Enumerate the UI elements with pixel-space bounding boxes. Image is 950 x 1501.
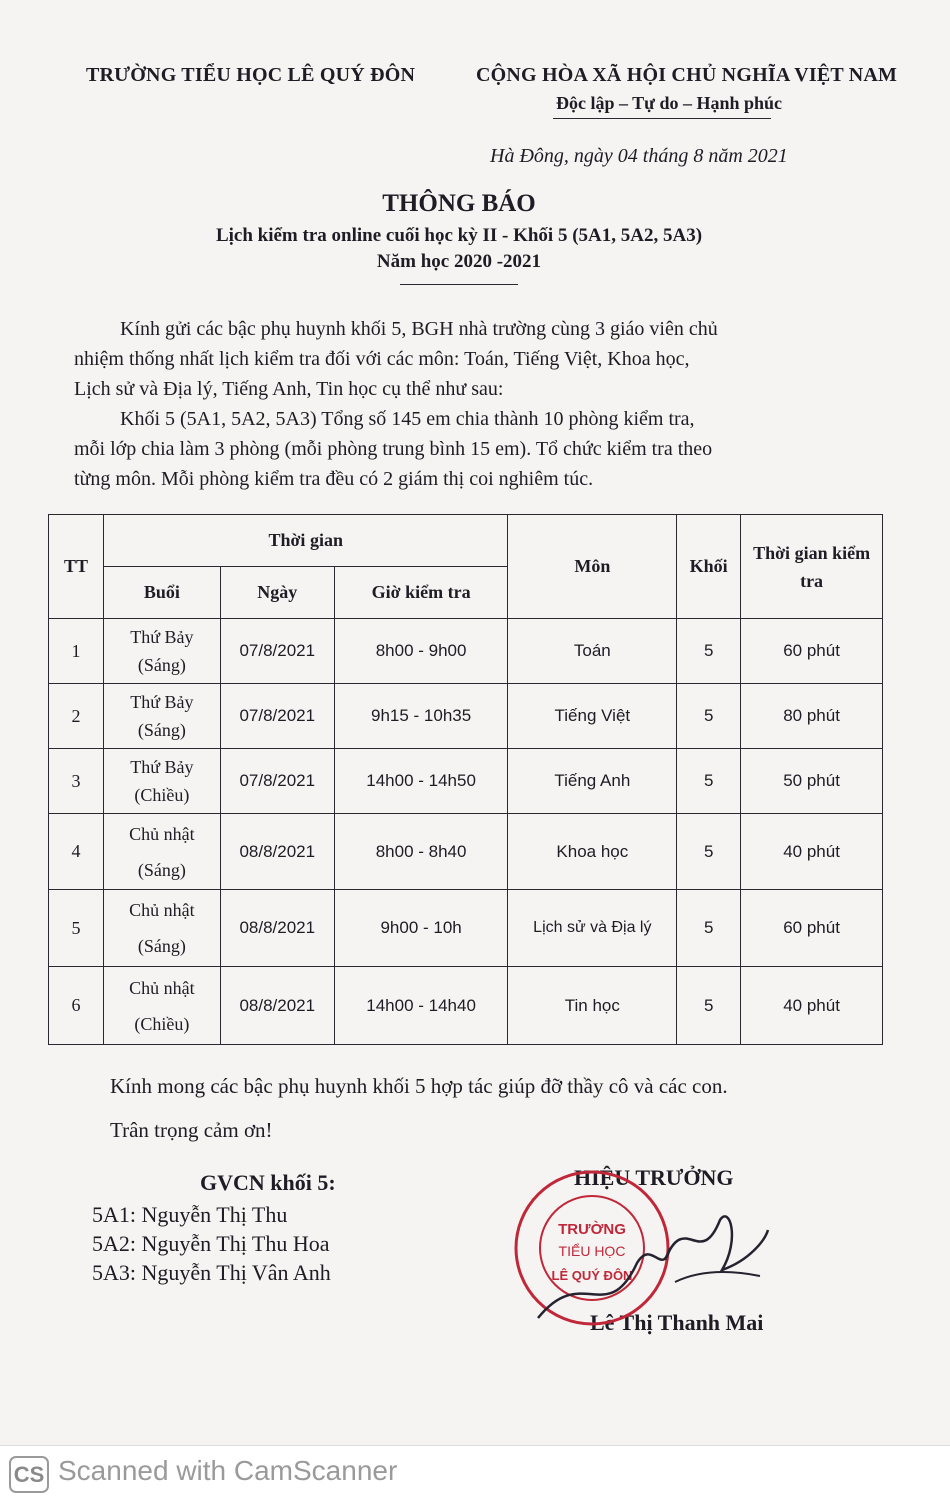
row-hours: 9h00 - 10h (334, 890, 508, 967)
teacher-entry: 5A3: Nguyễn Thị Vân Anh (92, 1260, 331, 1285)
row-duration: 80 phút (741, 684, 883, 749)
table-row (49, 967, 883, 1045)
row-duration: 40 phút (741, 814, 883, 890)
scanner-footer (0, 1445, 950, 1501)
row-duration: 60 phút (741, 619, 883, 684)
header-hours: Giờ kiểm tra (334, 567, 508, 619)
row-date: 07/8/2021 (220, 619, 334, 684)
row-subject: Tiếng Việt (508, 684, 677, 749)
closing-request: Kính mong các bậc phụ huynh khối 5 hợp tác giúp đỡ thầy cô và các con. (110, 1074, 728, 1098)
school-name: TRƯỜNG TIỂU HỌC LÊ QUÝ ĐÔN (86, 64, 416, 86)
table-row (49, 814, 883, 890)
session-part: (Sáng) (137, 936, 186, 956)
header-tt: TT (49, 515, 104, 619)
header-date: Ngày (220, 567, 334, 619)
teachers-heading: GVCN khối 5: (200, 1170, 336, 1195)
row-grade: 5 (677, 619, 741, 684)
principal-name: Lê Thị Thanh Mai (590, 1310, 764, 1335)
row-date: 08/8/2021 (220, 967, 334, 1045)
notice-subtitle: Lịch kiểm tra online cuối học kỳ II - Khối 5 (5A1, 5A2, 5A3) (215, 225, 703, 246)
intro-paragraph (74, 314, 850, 404)
row-tt: 4 (49, 814, 104, 890)
table-header-row (49, 515, 883, 567)
header-subject: Môn (508, 515, 677, 619)
row-date: 07/8/2021 (220, 684, 334, 749)
seal-line: TRƯỜNG (558, 1221, 626, 1238)
row-subject: Tiếng Anh (508, 749, 677, 814)
motto-underline (553, 118, 771, 119)
session-day: Chủ nhật (129, 823, 195, 844)
row-hours: 8h00 - 8h40 (334, 814, 508, 890)
row-duration: 40 phút (741, 967, 883, 1045)
principal-signature (660, 1200, 770, 1290)
session-part: (Chiều) (134, 785, 190, 805)
session-day: Thứ Bảy (130, 627, 194, 647)
seal-line: LÊ QUÝ ĐÔN (551, 1268, 633, 1283)
row-date: 07/8/2021 (220, 749, 334, 814)
organization-paragraph (74, 404, 850, 494)
session-part: (Sáng) (137, 859, 186, 880)
row-grade: 5 (677, 967, 741, 1045)
organization-line: mỗi lớp chia làm 3 phòng (mỗi phòng trung bình 15 em). Tổ chức kiểm tra theo (74, 438, 713, 460)
camscanner-logo-icon: CS (9, 1456, 49, 1493)
row-tt: 2 (49, 684, 104, 749)
intro-line: Kính gửi các bậc phụ huynh khối 5, BGH nhà trường cùng 3 giáo viên chủ (120, 318, 718, 340)
row-hours: 14h00 - 14h50 (334, 749, 508, 814)
header-grade: Khối (677, 515, 741, 619)
header-time-group: Thời gian (103, 515, 508, 567)
organization-line: Khối 5 (5A1, 5A2, 5A3) Tổng số 145 em chia thành 10 phòng kiểm tra, (120, 408, 695, 430)
row-tt: 3 (49, 749, 104, 814)
teacher-entry: 5A2: Nguyễn Thị Thu Hoa (92, 1231, 330, 1256)
nation-motto: Độc lập – Tự do – Hạnh phúc (556, 93, 783, 113)
notice-title: THÔNG BÁO (382, 190, 536, 217)
session-day: Chủ nhật (129, 977, 195, 998)
school-year: Năm học 2020 -2021 (376, 251, 542, 272)
row-subject: Toán (508, 619, 677, 684)
row-hours: 8h00 - 9h00 (334, 619, 508, 684)
place-date: Hà Đông, ngày 04 tháng 8 năm 2021 (490, 145, 788, 167)
header-duration: Thời gian kiểm tra (741, 515, 883, 619)
session-part: (Sáng) (137, 720, 186, 740)
header-session: Buổi (103, 567, 220, 619)
principal-role: HIỆU TRƯỞNG (574, 1165, 734, 1190)
table-row (49, 890, 883, 967)
title-underline (400, 284, 518, 285)
closing-thanks: Trân trọng cảm ơn! (110, 1118, 273, 1142)
exam-schedule-table (48, 514, 883, 1045)
session-day: Thứ Bảy (130, 757, 194, 777)
row-date: 08/8/2021 (220, 890, 334, 967)
nation-title: CỘNG HÒA XÃ HỘI CHỦ NGHĨA VIỆT NAM (476, 64, 898, 86)
intro-line: Lịch sử và Địa lý, Tiếng Anh, Tin học cụ thể như sau: (74, 378, 504, 400)
row-session (103, 619, 220, 684)
session-part: (Sáng) (137, 655, 186, 675)
row-subject: Lịch sử và Địa lý (508, 890, 677, 967)
table-row (49, 749, 883, 814)
teachers-list (92, 1200, 331, 1287)
row-tt: 6 (49, 967, 104, 1045)
intro-line: nhiệm thống nhất lịch kiểm tra đối với các môn: Toán, Tiếng Việt, Khoa học, (74, 348, 690, 370)
row-session (103, 967, 220, 1045)
session-day: Chủ nhật (129, 900, 195, 920)
organization-line: từng môn. Mỗi phòng kiểm tra đều có 2 giám thị coi nghiêm túc. (74, 468, 594, 490)
row-duration: 60 phút (741, 890, 883, 967)
row-grade: 5 (677, 814, 741, 890)
row-date: 08/8/2021 (220, 814, 334, 890)
school-seal-stamp (512, 1168, 672, 1328)
row-grade: 5 (677, 749, 741, 814)
row-session (103, 890, 220, 967)
teacher-entry: 5A1: Nguyễn Thị Thu (92, 1202, 288, 1227)
seal-line: TIỂU HỌC (558, 1243, 626, 1259)
row-duration: 50 phút (741, 749, 883, 814)
table-row (49, 684, 883, 749)
camscanner-text: Scanned with CamScanner (58, 1455, 398, 1486)
row-session (103, 814, 220, 890)
row-subject: Khoa học (508, 814, 677, 890)
row-subject: Tin học (508, 967, 677, 1045)
session-part: (Chiều) (134, 1013, 190, 1034)
table-row (49, 619, 883, 684)
row-session (103, 749, 220, 814)
row-hours: 9h15 - 10h35 (334, 684, 508, 749)
row-grade: 5 (677, 684, 741, 749)
row-session (103, 684, 220, 749)
session-day: Thứ Bảy (130, 692, 194, 712)
row-tt: 5 (49, 890, 104, 967)
row-tt: 1 (49, 619, 104, 684)
row-grade: 5 (677, 890, 741, 967)
row-hours: 14h00 - 14h40 (334, 967, 508, 1045)
